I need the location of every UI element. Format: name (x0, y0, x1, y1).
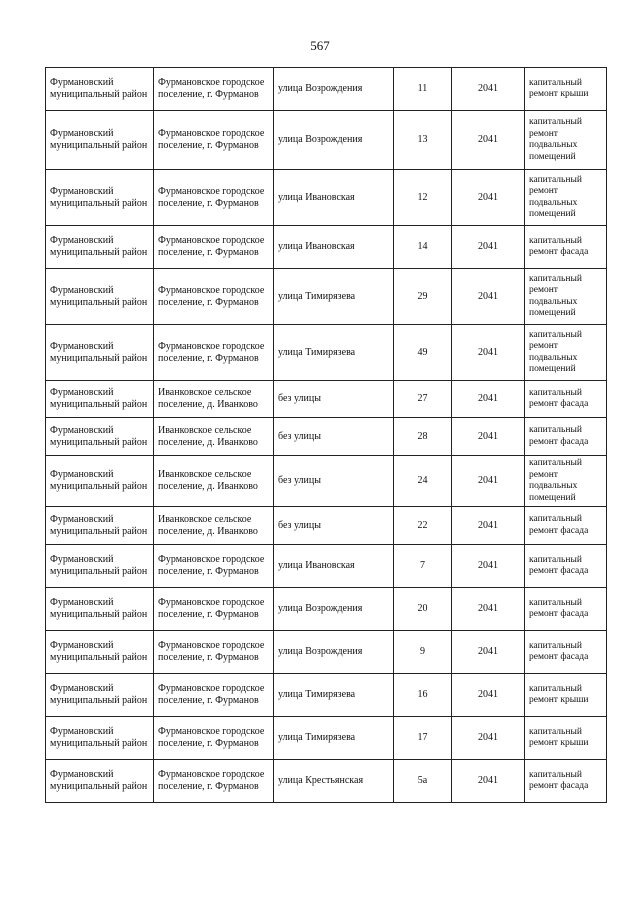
table-row (46, 325, 607, 381)
work-type-cell: капитальный ремонт подвальных помещений (525, 269, 607, 325)
settlement-cell: Фурмановское городское поселение, г. Фурманов (154, 631, 274, 674)
district-cell: Фурмановский муниципальный район (46, 170, 154, 226)
table-row (46, 588, 607, 631)
district-cell: Фурмановский муниципальный район (46, 717, 154, 760)
table-row (46, 269, 607, 325)
work-type-cell: капитальный ремонт фасада (525, 588, 607, 631)
settlement-cell: Фурмановское городское поселение, г. Фурманов (154, 674, 274, 717)
page-number: 567 (310, 38, 330, 53)
street-cell: без улицы (274, 507, 394, 545)
work-type-cell: капитальный ремонт фасада (525, 507, 607, 545)
work-type-cell: капитальный ремонт фасада (525, 760, 607, 803)
house-number-cell: 5а (394, 760, 452, 803)
settlement-cell: Фурмановское городское поселение, г. Фурманов (154, 269, 274, 325)
settlement-cell: Фурмановское городское поселение, г. Фурманов (154, 760, 274, 803)
table-row (46, 717, 607, 760)
settlement-cell: Фурмановское городское поселение, г. Фурманов (154, 325, 274, 381)
district-cell: Фурмановский муниципальный район (46, 111, 154, 170)
settlement-cell: Иванковское сельское поселение, д. Иванково (154, 456, 274, 507)
year-cell: 2041 (452, 111, 525, 170)
work-type-cell: капитальный ремонт фасада (525, 381, 607, 418)
settlement-cell: Иванковское сельское поселение, д. Иванково (154, 507, 274, 545)
house-number-cell: 20 (394, 588, 452, 631)
district-cell: Фурмановский муниципальный район (46, 325, 154, 381)
year-cell: 2041 (452, 760, 525, 803)
settlement-cell: Фурмановское городское поселение, г. Фурманов (154, 170, 274, 226)
year-cell: 2041 (452, 68, 525, 111)
year-cell: 2041 (452, 588, 525, 631)
district-cell: Фурмановский муниципальный район (46, 68, 154, 111)
year-cell: 2041 (452, 507, 525, 545)
district-cell: Фурмановский муниципальный район (46, 545, 154, 588)
street-cell: улица Ивановская (274, 170, 394, 226)
street-cell: улица Тимирязева (274, 269, 394, 325)
district-cell: Фурмановский муниципальный район (46, 456, 154, 507)
house-number-cell: 24 (394, 456, 452, 507)
house-number-cell: 17 (394, 717, 452, 760)
year-cell: 2041 (452, 269, 525, 325)
year-cell: 2041 (452, 545, 525, 588)
table-row (46, 381, 607, 418)
table-row (46, 418, 607, 456)
district-cell: Фурмановский муниципальный район (46, 381, 154, 418)
work-type-cell: капитальный ремонт крыши (525, 674, 607, 717)
street-cell: улица Крестьянская (274, 760, 394, 803)
year-cell: 2041 (452, 381, 525, 418)
settlement-cell: Фурмановское городское поселение, г. Фурманов (154, 545, 274, 588)
settlement-cell: Фурмановское городское поселение, г. Фурманов (154, 226, 274, 269)
work-type-cell: капитальный ремонт фасада (525, 226, 607, 269)
settlement-cell: Иванковское сельское поселение, д. Иванково (154, 418, 274, 456)
house-number-cell: 28 (394, 418, 452, 456)
district-cell: Фурмановский муниципальный район (46, 507, 154, 545)
street-cell: без улицы (274, 381, 394, 418)
work-type-cell: капитальный ремонт подвальных помещений (525, 111, 607, 170)
district-cell: Фурмановский муниципальный район (46, 226, 154, 269)
work-type-cell: капитальный ремонт подвальных помещений (525, 325, 607, 381)
district-cell: Фурмановский муниципальный район (46, 269, 154, 325)
table-row (46, 507, 607, 545)
street-cell: улица Возрождения (274, 68, 394, 111)
work-type-cell: капитальный ремонт подвальных помещений (525, 170, 607, 226)
house-number-cell: 29 (394, 269, 452, 325)
house-number-cell: 22 (394, 507, 452, 545)
street-cell: улица Тимирязева (274, 717, 394, 760)
settlement-cell: Фурмановское городское поселение, г. Фурманов (154, 588, 274, 631)
year-cell: 2041 (452, 631, 525, 674)
house-number-cell: 14 (394, 226, 452, 269)
street-cell: улица Возрождения (274, 588, 394, 631)
table-row (46, 545, 607, 588)
house-number-cell: 49 (394, 325, 452, 381)
table-body (46, 68, 607, 803)
house-number-cell: 27 (394, 381, 452, 418)
table-row (46, 674, 607, 717)
district-cell: Фурмановский муниципальный район (46, 760, 154, 803)
settlement-cell: Фурмановское городское поселение, г. Фурманов (154, 717, 274, 760)
settlement-cell: Фурмановское городское поселение, г. Фурманов (154, 111, 274, 170)
work-type-cell: капитальный ремонт крыши (525, 717, 607, 760)
table-row (46, 631, 607, 674)
street-cell: улица Ивановская (274, 545, 394, 588)
year-cell: 2041 (452, 418, 525, 456)
table-row (46, 68, 607, 111)
work-type-cell: капитальный ремонт фасада (525, 545, 607, 588)
street-cell: без улицы (274, 456, 394, 507)
year-cell: 2041 (452, 170, 525, 226)
table-row (46, 170, 607, 226)
work-type-cell: капитальный ремонт фасада (525, 418, 607, 456)
district-cell: Фурмановский муниципальный район (46, 674, 154, 717)
street-cell: улица Возрождения (274, 111, 394, 170)
year-cell: 2041 (452, 717, 525, 760)
street-cell: улица Тимирязева (274, 674, 394, 717)
table-row (46, 760, 607, 803)
house-number-cell: 9 (394, 631, 452, 674)
street-cell: улица Возрождения (274, 631, 394, 674)
year-cell: 2041 (452, 674, 525, 717)
street-cell: улица Тимирязева (274, 325, 394, 381)
house-number-cell: 11 (394, 68, 452, 111)
district-cell: Фурмановский муниципальный район (46, 418, 154, 456)
house-number-cell: 16 (394, 674, 452, 717)
table-row (46, 226, 607, 269)
work-type-cell: капитальный ремонт подвальных помещений (525, 456, 607, 507)
table-row (46, 456, 607, 507)
settlement-cell: Иванковское сельское поселение, д. Иванково (154, 381, 274, 418)
year-cell: 2041 (452, 226, 525, 269)
district-cell: Фурмановский муниципальный район (46, 631, 154, 674)
work-type-cell: капитальный ремонт фасада (525, 631, 607, 674)
house-number-cell: 12 (394, 170, 452, 226)
house-number-cell: 13 (394, 111, 452, 170)
table-row (46, 111, 607, 170)
street-cell: улица Ивановская (274, 226, 394, 269)
settlement-cell: Фурмановское городское поселение, г. Фурманов (154, 68, 274, 111)
street-cell: без улицы (274, 418, 394, 456)
year-cell: 2041 (452, 456, 525, 507)
district-cell: Фурмановский муниципальный район (46, 588, 154, 631)
work-type-cell: капитальный ремонт крыши (525, 68, 607, 111)
year-cell: 2041 (452, 325, 525, 381)
repair-schedule-table (45, 67, 607, 803)
house-number-cell: 7 (394, 545, 452, 588)
